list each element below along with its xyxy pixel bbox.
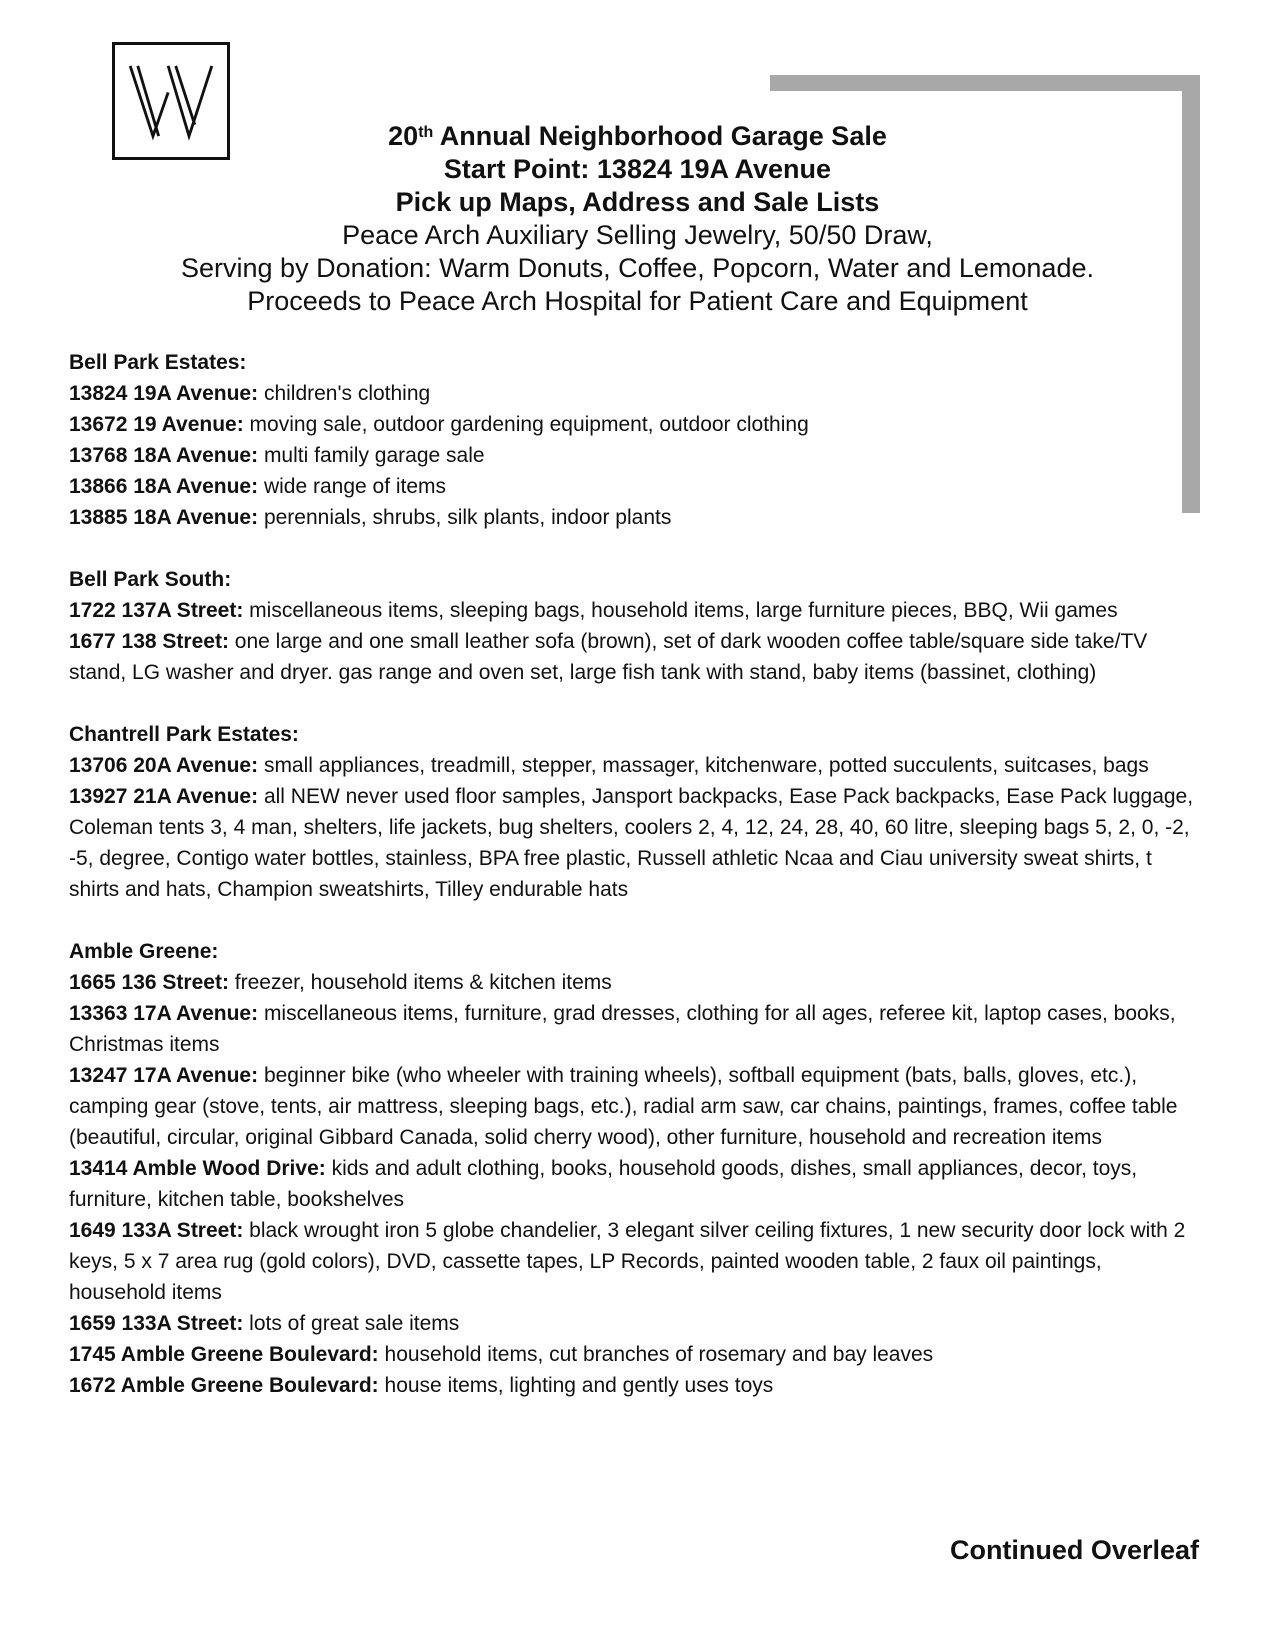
listing-address: 13768 18A Avenue:: [69, 444, 259, 467]
section-title: Amble Greene:: [69, 940, 219, 963]
listing-items: multi family garage sale: [258, 444, 485, 467]
listing-address: 13706 20A Avenue:: [69, 754, 259, 777]
list-item: [69, 440, 1199, 471]
listing-address: 13247 17A Avenue:: [69, 1064, 259, 1087]
listing-items: moving sale, outdoor gardening equipment, outdoor clothing: [243, 413, 809, 436]
listing-address: 13866 18A Avenue:: [69, 475, 259, 498]
list-item: [69, 502, 1199, 533]
listing-items: children's clothing: [258, 382, 431, 405]
listing-address: 1659 133A Street:: [69, 1312, 244, 1335]
section-title: Bell Park Estates:: [69, 351, 247, 374]
list-item: [69, 471, 1199, 502]
list-item: [69, 1339, 1199, 1370]
list-item: [69, 781, 1199, 905]
listing-items: miscellaneous items, furniture, grad dresses, clothing for all ages, referee kit, laptop cases, books, Christmas items: [69, 1002, 1176, 1056]
neighborhood-section: [69, 719, 1199, 905]
listing-address: 1677 138 Street:: [69, 630, 229, 653]
list-item: [69, 378, 1199, 409]
neighborhood-section: [69, 936, 1199, 1401]
list-item: [69, 750, 1199, 781]
list-item: [69, 595, 1199, 626]
header-line-auxiliary: Peace Arch Auxiliary Selling Jewelry, 50/50 Draw,: [342, 220, 933, 250]
list-item: [69, 626, 1199, 688]
listing-address: 13885 18A Avenue:: [69, 506, 259, 529]
listing-items: miscellaneous items, sleeping bags, household items, large furniture pieces, BBQ, Wii games: [243, 599, 1118, 622]
list-item: [69, 1308, 1199, 1339]
section-title: Bell Park South:: [69, 568, 232, 591]
listing-items: black wrought iron 5 globe chandelier, 3 elegant silver ceiling fixtures, 1 new security door lock with 2 keys, 5 x 7 area rug (gold colors), DVD, cassette tapes, LP Records, painted wooden table, 2 faux oil paintings, household items: [69, 1219, 1186, 1304]
listing-address: 13414 Amble Wood Drive:: [69, 1157, 326, 1180]
listing-items: perennials, shrubs, silk plants, indoor plants: [258, 506, 672, 529]
sale-listings: [69, 347, 1199, 1432]
continued-overleaf: Continued Overleaf: [949, 1535, 1199, 1565]
start-point: Start Point: 13824 19A Avenue: [443, 154, 832, 184]
list-item: [69, 1215, 1199, 1308]
listing-items: one large and one small leather sofa (brown), set of dark wooden coffee table/square side take/TV stand, LG washer and dryer. gas range and oven set, large fish tank with stand, baby items (bassinet, clothing): [69, 630, 1148, 684]
listing-address: 1649 133A Street:: [69, 1219, 244, 1242]
listing-items: lots of great sale items: [243, 1312, 460, 1335]
listing-address: 1722 137A Street:: [69, 599, 244, 622]
listing-address: 13927 21A Avenue:: [69, 785, 259, 808]
list-item: [69, 1060, 1199, 1153]
listing-items: kids and adult clothing, books, household goods, dishes, small appliances, decor, toys, furniture, kitchen table, bookshelves: [69, 1157, 1138, 1211]
listing-address: 1665 136 Street:: [69, 971, 229, 994]
decorative-bracket-top: [770, 75, 1200, 91]
listing-items: all NEW never used floor samples, Jansport backpacks, Ease Pack backpacks, Ease Pack luggage, Coleman tents 3, 4 man, shelters, life jackets, bug shelters, coolers 2, 4, 12, 24, 28, 40, 60 litre, sleeping bags 5, 2, 0, -2, -5, degree, Contigo water bottles, stainless, BPA free plastic, Russell athletic Ncaa and Ciau university sweat shirts, t shirts and hats, Champion sweatshirts, Tilley endurable hats: [69, 785, 1194, 901]
listing-items: freezer, household items & kitchen items: [228, 971, 612, 994]
list-item: [69, 1153, 1199, 1215]
listing-items: wide range of items: [258, 475, 447, 498]
header-line-proceeds: Proceeds to Peace Arch Hospital for Patient Care and Equipment: [247, 286, 1028, 316]
listing-address: 1745 Amble Greene Boulevard:: [69, 1343, 379, 1366]
listing-items: house items, lighting and gently uses toys: [378, 1374, 774, 1397]
listing-address: 13824 19A Avenue:: [69, 382, 259, 405]
header-line-donation: Serving by Donation: Warm Donuts, Coffee, Popcorn, Water and Lemonade.: [181, 253, 1094, 283]
listing-address: 13672 19 Avenue:: [69, 413, 244, 436]
listing-items: beginner bike (who wheeler with training wheels), softball equipment (bats, balls, gloves, etc.), camping gear (stove, tents, air mattress, sleeping bags, etc.), radial arm saw, car chains, paintings, frames, coffee table (beautiful, circular, original Gibbard Canada, solid cherry wood), other furniture, household and recreation items: [69, 1064, 1178, 1149]
listing-address: 13363 17A Avenue:: [69, 1002, 259, 1025]
section-title: Chantrell Park Estates:: [69, 723, 299, 746]
list-item: [69, 967, 1199, 998]
pickup-note: Pick up Maps, Address and Sale Lists: [395, 187, 880, 217]
neighborhood-section: [69, 347, 1199, 533]
page-title: 20th Annual Neighborhood Garage Sale: [388, 121, 887, 151]
list-item: [69, 409, 1199, 440]
page-header: [100, 120, 1175, 318]
listing-address: 1672 Amble Greene Boulevard:: [69, 1374, 379, 1397]
neighborhood-section: [69, 564, 1199, 688]
list-item: [69, 1370, 1199, 1401]
list-item: [69, 998, 1199, 1060]
listing-items: small appliances, treadmill, stepper, massager, kitchenware, potted succulents, suitcases, bags: [258, 754, 1149, 777]
listing-items: household items, cut branches of rosemary and bay leaves: [378, 1343, 934, 1366]
